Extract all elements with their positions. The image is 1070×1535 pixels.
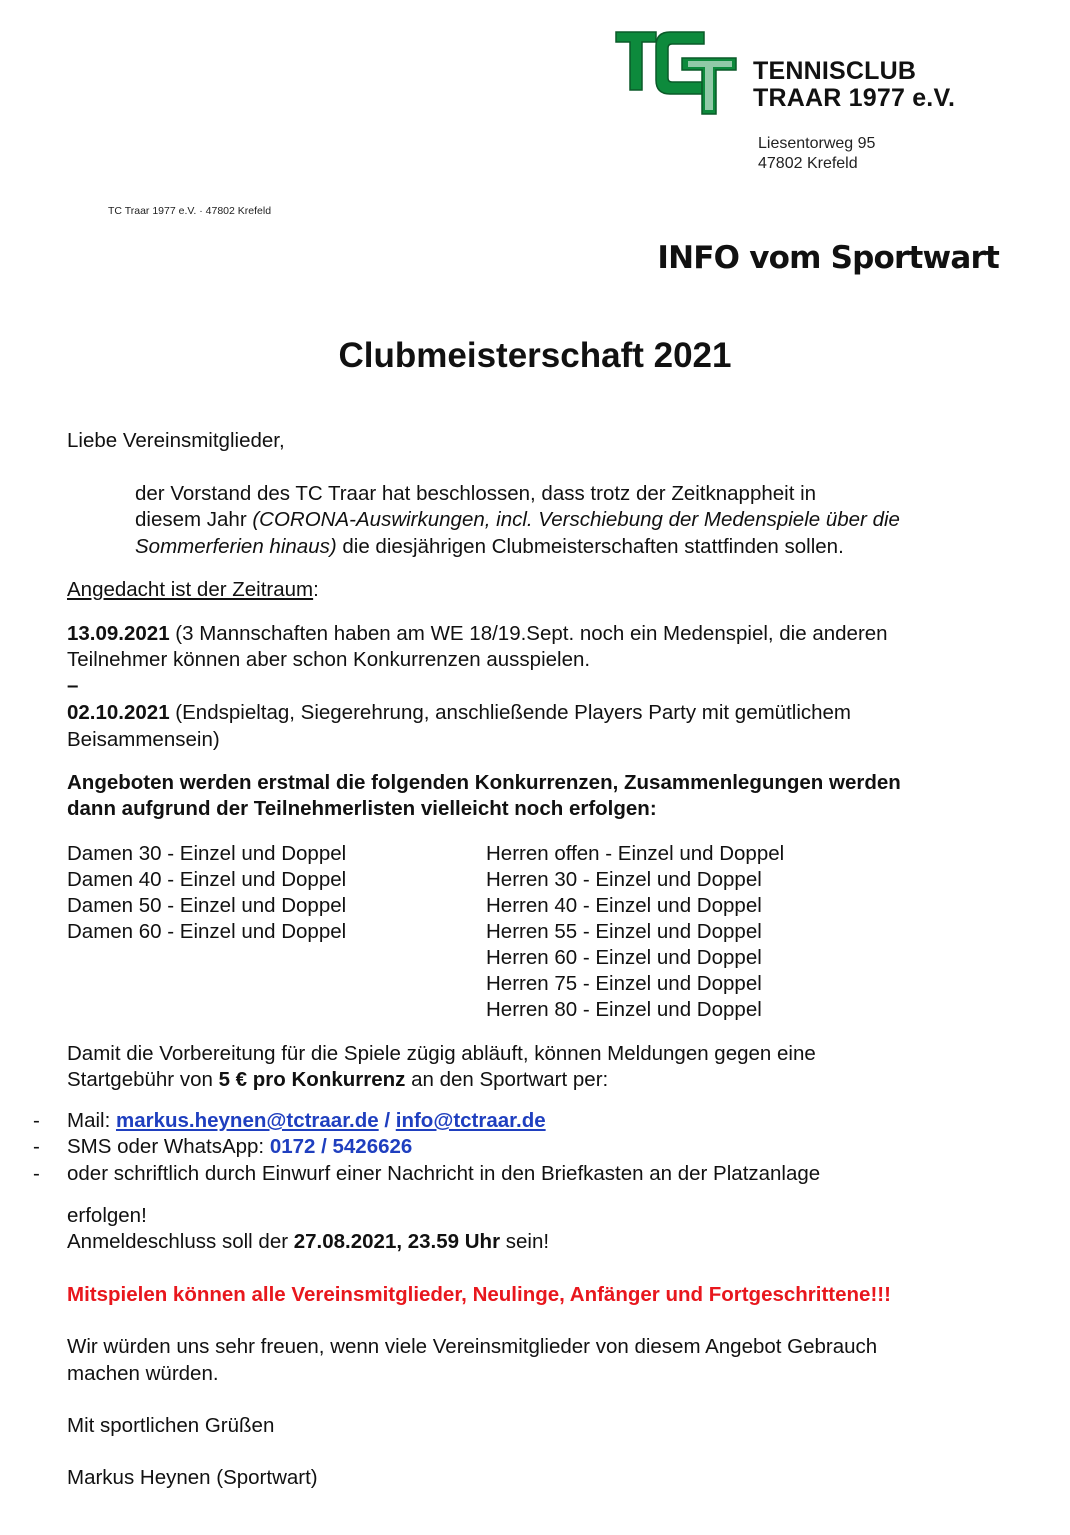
mail-link-sportwart[interactable]: markus.heynen@tctraar.de bbox=[115, 1109, 379, 1132]
registration-line-2 bbox=[67, 1067, 608, 1093]
period-heading-text: Angedacht ist der Zeitraum bbox=[67, 578, 314, 601]
list-item: Herren 75 - Einzel und Doppel bbox=[486, 972, 762, 995]
list-item: Herren 55 - Einzel und Doppel bbox=[486, 920, 762, 943]
list-item: Damen 60 - Einzel und Doppel bbox=[67, 920, 347, 943]
contact-sms bbox=[67, 1134, 412, 1160]
list-item: Herren 80 - Einzel und Doppel bbox=[486, 998, 762, 1021]
address-city: 47802 Krefeld bbox=[758, 155, 858, 172]
phone-number: 0172 / 5426626 bbox=[269, 1135, 413, 1158]
herren-list bbox=[486, 841, 784, 1023]
registration-line-1: Damit die Vorbereitung für die Spiele zügig abläuft, können Meldungen gegen eine bbox=[67, 1042, 816, 1065]
offer-line-1: Angeboten werden erstmal die folgenden Konkurrenzen, Zusammenlegungen werden bbox=[67, 771, 901, 794]
deadline-text-end: sein! bbox=[500, 1230, 550, 1253]
list-item: Herren 60 - Einzel und Doppel bbox=[486, 946, 762, 969]
period-start-line-2: Teilnehmer können aber schon Konkurrenzen ausspielen. bbox=[67, 648, 591, 671]
list-item: Damen 30 - Einzel und Doppel bbox=[67, 842, 347, 865]
greeting: Liebe Vereinsmitglieder, bbox=[67, 429, 285, 452]
period-start bbox=[67, 621, 888, 647]
page-title: Clubmeisterschaft 2021 bbox=[338, 336, 732, 375]
club-address bbox=[758, 134, 875, 174]
list-item: Herren 30 - Einzel und Doppel bbox=[486, 868, 762, 891]
deadline-date: 27.08.2021, 23.59 Uhr bbox=[293, 1230, 501, 1253]
alert-text: Mitspielen können alle Vereinsmitglieder, Neulinge, Anfänger und Fortgeschrittene!!! bbox=[67, 1283, 891, 1306]
start-date: 13.09.2021 bbox=[67, 622, 170, 645]
regards: Mit sportlichen Grüßen bbox=[67, 1414, 275, 1437]
sender-line: TC Traar 1977 e.V. · 47802 Krefeld bbox=[108, 205, 272, 217]
club-logo bbox=[612, 28, 742, 118]
sms-label: SMS oder WhatsApp: bbox=[67, 1135, 270, 1158]
list-item: Damen 50 - Einzel und Doppel bbox=[67, 894, 347, 917]
mail-label: Mail: bbox=[67, 1109, 116, 1132]
bullet: - bbox=[33, 1162, 40, 1185]
deadline-text: Anmeldeschluss soll der bbox=[67, 1230, 294, 1253]
start-note: (3 Mannschaften haben am WE 18/19.Sept. noch ein Medenspiel, die anderen bbox=[169, 622, 888, 645]
period-dash: – bbox=[67, 674, 79, 697]
bullet: - bbox=[33, 1135, 40, 1158]
end-date: 02.10.2021 bbox=[67, 701, 170, 724]
damen-list bbox=[67, 841, 346, 945]
fee-text: Startgebühr von bbox=[67, 1068, 219, 1091]
wish-line-1: Wir würden uns sehr freuen, wenn viele Vereinsmitglieder von diesem Angebot Gebrauch bbox=[67, 1335, 878, 1358]
bullet: - bbox=[33, 1109, 40, 1132]
list-item: Herren 40 - Einzel und Doppel bbox=[486, 894, 762, 917]
fee-amount: 5 € pro Konkurrenz bbox=[218, 1068, 406, 1091]
address-street: Liesentorweg 95 bbox=[758, 135, 876, 152]
offer-line-2: dann aufgrund der Teilnehmerlisten vielleicht noch erfolgen: bbox=[67, 797, 657, 820]
intro-text: diesem Jahr bbox=[135, 508, 253, 531]
intro-text-end: die diesjährigen Clubmeisterschaften stattfinden sollen. bbox=[336, 535, 844, 558]
mail-link-info[interactable]: info@tctraar.de bbox=[395, 1109, 546, 1132]
intro-italic-end: Sommerferien hinaus) bbox=[135, 535, 337, 558]
wish-line-2: machen würden. bbox=[67, 1362, 219, 1385]
club-name-line1: TENNISCLUB bbox=[753, 57, 917, 85]
end-note: (Endspieltag, Siegerehrung, anschließende Players Party mit gemütlichem bbox=[169, 701, 852, 724]
signature: Markus Heynen (Sportwart) bbox=[67, 1466, 318, 1489]
period-end bbox=[67, 700, 851, 726]
period-end-line-2: Beisammensein) bbox=[67, 728, 220, 751]
mail-separator: / bbox=[378, 1109, 396, 1132]
info-title: INFO vom Sportwart bbox=[657, 240, 999, 276]
list-item: Herren offen - Einzel und Doppel bbox=[486, 842, 785, 865]
intro-italic: (CORONA-Auswirkungen, incl. Verschiebung der Medenspiele über die bbox=[252, 508, 900, 531]
contact-mail bbox=[67, 1108, 546, 1134]
club-name bbox=[753, 58, 955, 112]
deadline bbox=[67, 1229, 549, 1255]
period-heading-colon: : bbox=[313, 578, 319, 601]
list-item: Damen 40 - Einzel und Doppel bbox=[67, 868, 347, 891]
fee-text-end: an den Sportwart per: bbox=[405, 1068, 609, 1091]
club-name-line2: TRAAR 1977 e.V. bbox=[753, 84, 956, 112]
contact-letter: oder schriftlich durch Einwurf einer Nachricht in den Briefkasten an der Platzanlage bbox=[67, 1162, 821, 1185]
intro-line-1: der Vorstand des TC Traar hat beschlossen, dass trotz der Zeitknappheit in bbox=[135, 482, 817, 505]
period-heading bbox=[67, 577, 319, 603]
erfolgen-text: erfolgen! bbox=[67, 1204, 147, 1227]
intro-line-3 bbox=[135, 534, 844, 560]
intro-line-2 bbox=[135, 507, 900, 533]
